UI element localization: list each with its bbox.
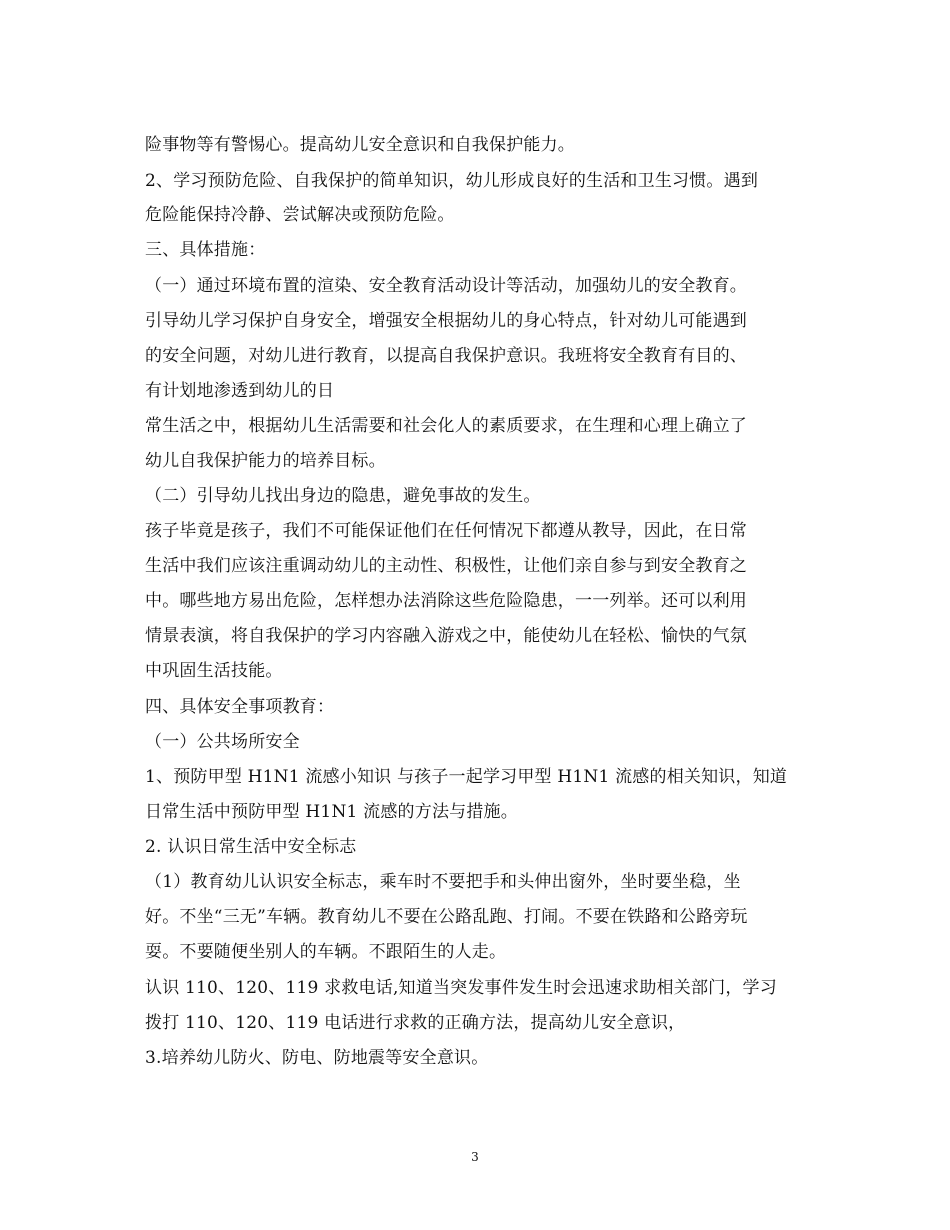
section-heading: 四、具体安全事项教育： bbox=[145, 697, 335, 717]
body-text-line: 2、学习预防危险、自我保护的简单知识，幼儿形成良好的生活和卫生习惯。遇到 bbox=[145, 171, 759, 191]
body-text-line: 中巩固生活技能。 bbox=[145, 661, 283, 681]
body-text-line: 1、预防甲型 H1N1 流感小知识 与孩子一起学习甲型 H1N1 流感的相关知识，知道 bbox=[145, 767, 788, 787]
subsection-heading: （一）公共场所安全 bbox=[145, 732, 300, 752]
section-heading: 三、具体措施： bbox=[145, 240, 266, 260]
body-text-line: 日常生活中预防甲型 H1N1 流感的方法与措施。 bbox=[145, 802, 518, 822]
body-text-line: 的安全问题，对幼儿进行教育，以提高自我保护意识。我班将安全教育有目的、 bbox=[145, 346, 747, 366]
subsection-heading: （二）引导幼儿找出身边的隐患，避免事故的发生。 bbox=[145, 486, 541, 506]
page-number: 3 bbox=[471, 1150, 479, 1164]
body-text-line: 情景表演，将自我保护的学习内容融入游戏之中，能使幼儿在轻松、愉快的气氛 bbox=[145, 626, 747, 646]
body-text-line: 有计划地渗透到幼儿的日 bbox=[145, 381, 335, 401]
body-text-line: 常生活之中，根据幼儿生活需要和社会化人的素质要求，在生理和心理上确立了 bbox=[145, 416, 747, 436]
body-text-line: 引导幼儿学习保护自身安全，增强安全根据幼儿的身心特点，针对幼儿可能遇到 bbox=[145, 311, 747, 331]
list-heading: 2. 认识日常生活中安全标志 bbox=[145, 837, 357, 857]
body-text-line: 认识 110、120、119 求救电话,知道当突发事件发生时会迅速求助相关部门，学习 bbox=[145, 978, 777, 998]
subsection-heading: （一）通过环境布置的渲染、安全教育活动设计等活动，加强幼儿的安全教育。 bbox=[145, 276, 747, 296]
body-text-line: 孩子毕竟是孩子，我们不可能保证他们在任何情况下都遵从教导，因此，在日常 bbox=[145, 521, 747, 541]
body-text-line: 幼儿自我保护能力的培养目标。 bbox=[145, 451, 386, 471]
body-text-line: （1）教育幼儿认识安全标志，乘车时不要把手和头伸出窗外，坐时要坐稳，坐 bbox=[145, 872, 741, 892]
body-text-line: 拨打 110、120、119 电话进行求救的正确方法，提高幼儿安全意识， bbox=[145, 1013, 686, 1033]
body-text-line: 3.培养幼儿防火、防电、防地震等安全意识。 bbox=[145, 1048, 489, 1068]
body-text-line: 生活中我们应该注重调动幼儿的主动性、积极性，让他们亲自参与到安全教育之 bbox=[145, 556, 747, 576]
body-text-line: 耍。不要随便坐别人的车辆。不跟陌生的人走。 bbox=[145, 942, 507, 962]
body-text-line: 中。哪些地方易出危险，怎样想办法消除这些危险隐患，一一列举。还可以利用 bbox=[145, 591, 747, 611]
body-text-line: 好。不坐“三无”车辆。教育幼儿不要在公路乱跑、打闹。不要在铁路和公路旁玩 bbox=[145, 907, 748, 927]
body-text-line: 危险能保持冷静、尝试解决或预防危险。 bbox=[145, 205, 455, 225]
body-text-line: 险事物等有警惕心。提高幼儿安全意识和自我保护能力。 bbox=[145, 135, 575, 155]
